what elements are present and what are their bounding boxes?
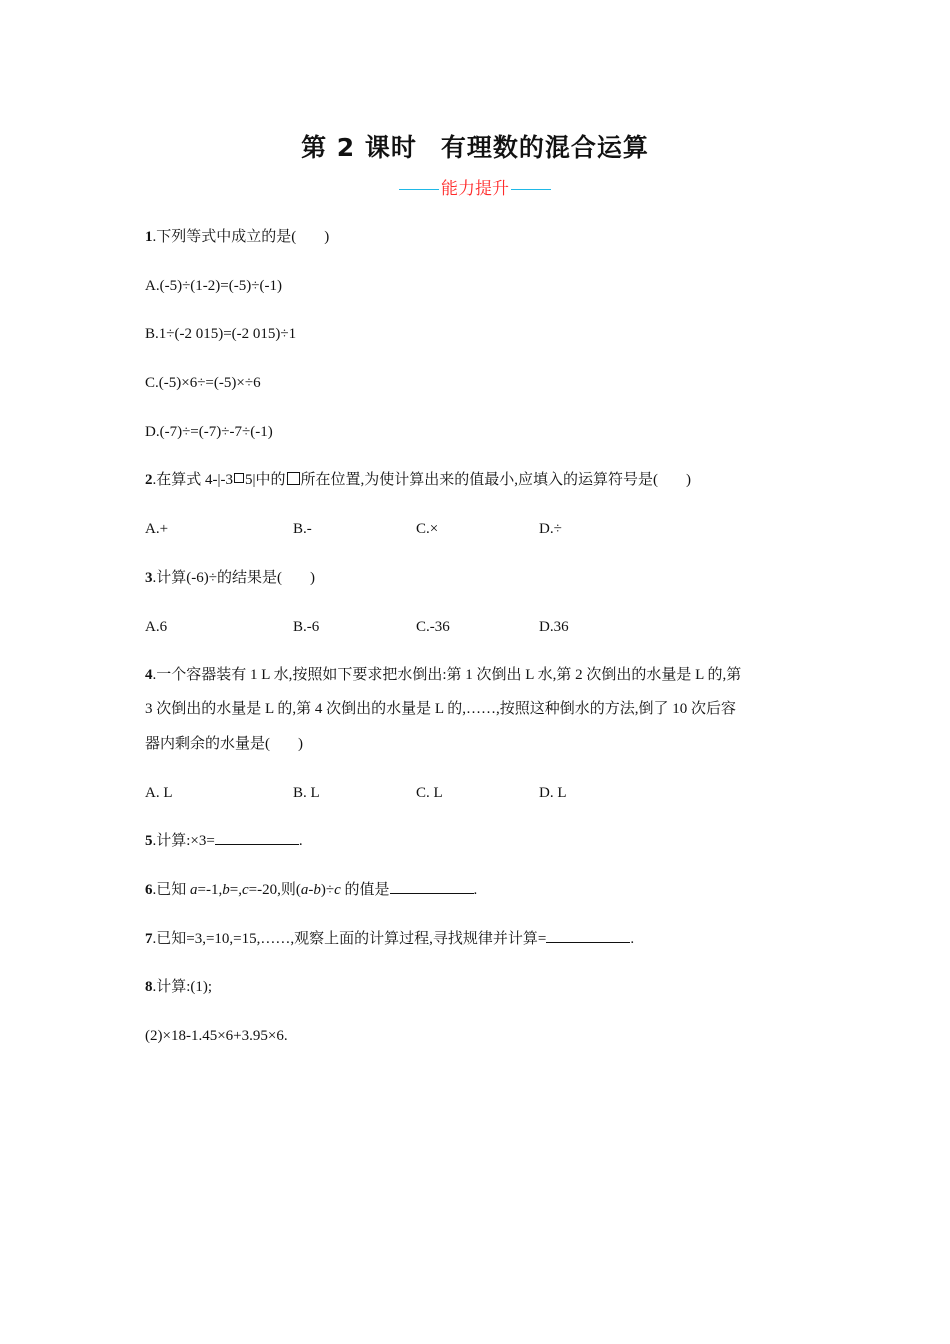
section-label: 能力提升 — [441, 179, 509, 199]
question-number: 2 — [145, 472, 153, 488]
question-7: 7.已知=3,=10,=15,……,观察上面的计算过程,寻找规律并计算= . — [145, 931, 635, 947]
q2-option-b: B.- — [293, 521, 312, 537]
question-number: 4 — [145, 667, 153, 683]
question-5: 5.计算:×3= . — [145, 833, 303, 849]
question-number: 5 — [145, 833, 153, 849]
section-rule-right — [511, 189, 551, 190]
question-8-part-2: (2)×18-1.45×6+3.95×6. — [145, 1028, 288, 1044]
q1-option-a: A.(-5)÷(1-2)=(-5)÷(-1) — [145, 278, 282, 294]
q4-option-d: D. L — [539, 785, 567, 801]
question-stem: .下列等式中成立的是( — [152, 229, 297, 245]
question-number: 6 — [145, 882, 153, 898]
q2-option-c: C.× — [416, 521, 439, 537]
question-4-line-1: 4.一个容器装有 1 L 水,按照如下要求把水倒出:第 1 次倒出 L 水,第 2 次倒出的水量是 L 的,第 — [145, 667, 742, 683]
q4-option-c: C. L — [416, 785, 443, 801]
question-4-line-2: 3 次倒出的水量是 L 的,第 4 次倒出的水量是 L 的,……,按照这种倒水的方法,倒了 10 次后容 — [145, 701, 736, 717]
question-number: 8 — [145, 979, 153, 995]
question-8: 8.计算:(1); — [145, 979, 213, 995]
question-2: 2.在算式 4-|-3 5|中的 所在位置,为使计算出来的值最小,应填入的运算符号是( ) — [145, 472, 692, 488]
lesson-number: 第 2 课时 — [301, 133, 417, 162]
question-6: 6.已知 a=-1,b=,c=-20,则(a-b)÷c 的值是 . — [145, 882, 478, 898]
question-number: 3 — [145, 570, 153, 586]
q1-option-b: B.1÷(-2 015)=(-2 015)÷1 — [145, 326, 297, 342]
answer-blank[interactable] — [390, 881, 474, 894]
question-1: 1.下列等式中成立的是( ) — [145, 229, 330, 245]
q3-option-c: C.-36 — [416, 619, 450, 635]
question-3: 3.计算(-6)÷的结果是( ) — [145, 570, 315, 586]
question-number: 7 — [145, 931, 153, 947]
question-stem: .计算(-6)÷的结果是( — [152, 570, 282, 586]
q4-option-a: A. L — [145, 785, 173, 801]
q3-option-a: A.6 — [145, 619, 168, 635]
blank-box-icon — [234, 473, 244, 483]
q3-option-d: D.36 — [539, 619, 569, 635]
section-heading — [0, 174, 950, 199]
q2-option-a: A.+ — [145, 521, 169, 537]
q2-option-d: D.÷ — [539, 521, 562, 537]
question-number: 1 — [145, 229, 153, 245]
q1-option-d: D.(-7)÷=(-7)÷-7÷(-1) — [145, 424, 273, 440]
blank-square-icon — [287, 472, 300, 485]
q1-option-c: C.(-5)×6÷=(-5)×÷6 — [145, 375, 261, 391]
answer-blank[interactable] — [215, 832, 299, 845]
lesson-topic: 有理数的混合运算 — [440, 133, 649, 162]
page-title — [0, 128, 950, 164]
answer-blank[interactable] — [546, 930, 630, 943]
question-4-line-3: 器内剩余的水量是( ) — [145, 736, 303, 752]
section-rule-left — [399, 189, 439, 190]
q3-option-b: B.-6 — [293, 619, 320, 635]
q4-option-b: B. L — [293, 785, 320, 801]
